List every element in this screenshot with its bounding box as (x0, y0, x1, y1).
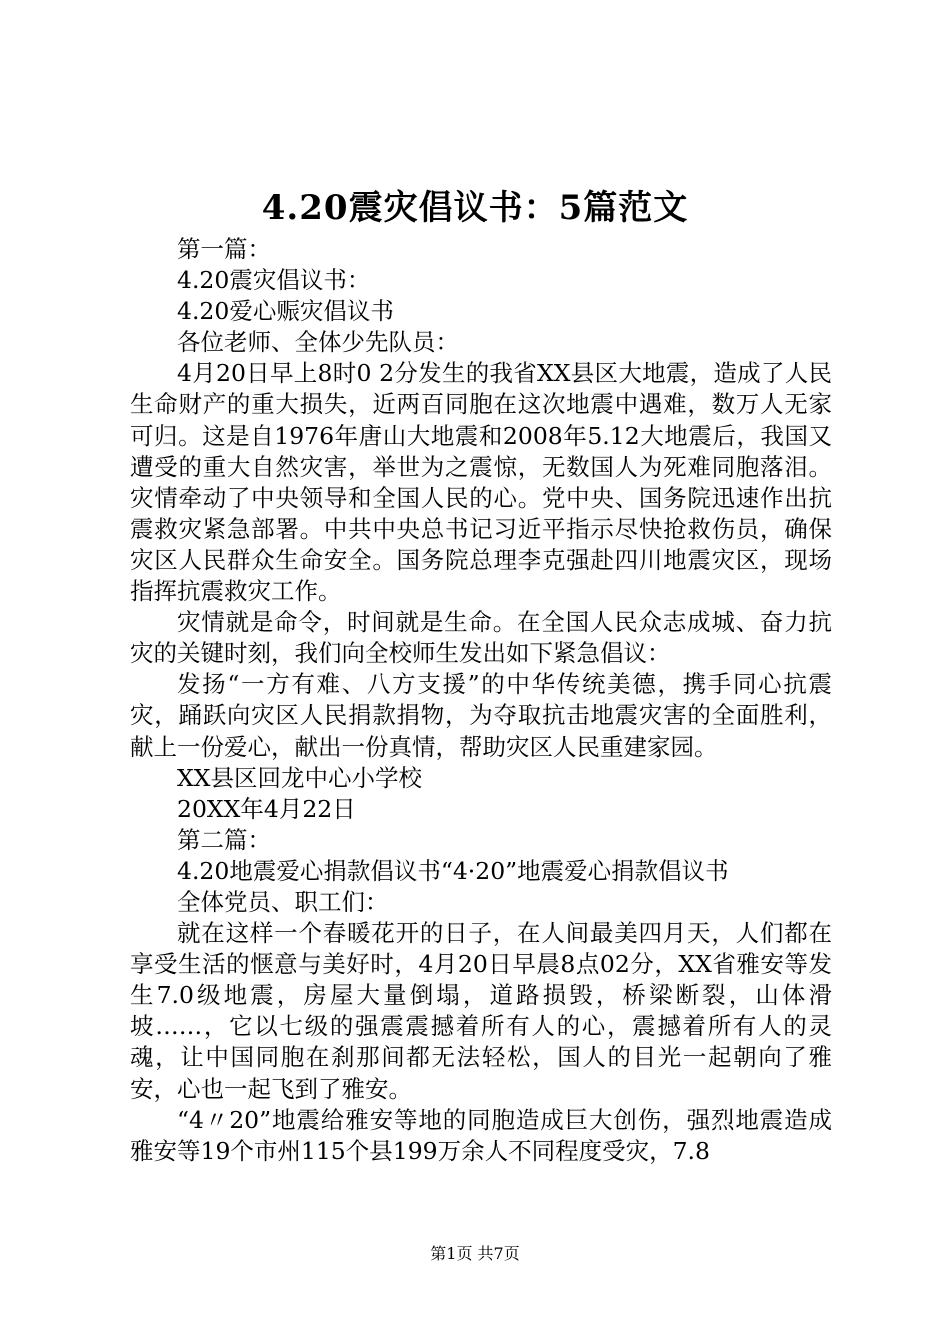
subtitle: 4.20爱心赈灾倡议书 (177, 297, 394, 326)
signature-org: XX县区回龙中心小学校 (177, 763, 422, 792)
subtitle: 4.20震灾倡议书： (177, 266, 371, 295)
body-paragraph: 就在这样一个春暖花开的日子，在人间最美四月天，人们都在享受生活的惬意与美好时，4月20日早晨8点02分，XX省雅安等发生7.0级地震，房屋大量倒塌，道路损毁，桥梁断裂，山体滑坡……，它以七级的强震震撼着所有人的心，震撼着所有人的灵魂，让中国同胞在刹那间都无法轻松，国人的目光一起朝向了雅安，心也一起飞到了雅安。 (130, 919, 832, 1103)
section-heading: 第二篇： (177, 825, 271, 854)
salutation: 全体党员、职工们： (177, 887, 389, 916)
body-paragraph: 灾情就是命令，时间就是生命。在全国人民众志成城、奋力抗灾的关键时刻，我们向全校师生发出如下紧急倡议： (130, 608, 832, 668)
document-title: 4.20震灾倡议书：5篇范文 (261, 188, 689, 228)
section-heading: 第一篇： (177, 235, 271, 263)
signature-date: 20XX年4月22日 (177, 794, 356, 823)
body-paragraph: “4〃20”地震给雅安等地的同胞造成巨大创伤，强烈地震造成雅安等19个市州115个县199万余人不同程度受灾，7.8 (130, 1105, 832, 1165)
body-paragraph: 发扬“一方有难、八方支援”的中华传统美德，携手同心抗震灾，踊跃向灾区人民捐款捐物，为夺取抗击地震灾害的全面胜利，献上一份爱心，献出一份真情，帮助灾区人民重建家园。 (130, 670, 832, 761)
document-body (130, 234, 832, 1167)
subtitle: 4.20地震爱心捐款倡议书“4·20”地震爱心捐款倡议书 (177, 856, 729, 885)
body-paragraph: 4月20日早上8时0 2分发生的我省XX县区大地震，造成了人民生命财产的重大损失，近两百同胞在这次地震中遇难，数万人无家可归。这是自1976年唐山大地震和2008年5.12大地震后，我国又遭受的重大自然灾害，举世为之震惊，无数国人为死难同胞落泪。灾情牵动了中央领导和全国人民的心。党中央、国务院迅速作出抗震救灾紧急部署。中共中央总书记习近平指示尽快抢救伤员，确保灾区人民群众生命安全。国务院总理李克强赴四川地震灾区，现场指挥抗震救灾工作。 (130, 359, 832, 606)
page-footer: 第1页 共7页 (430, 1244, 520, 1263)
salutation: 各位老师、全体少先队员： (177, 328, 459, 357)
